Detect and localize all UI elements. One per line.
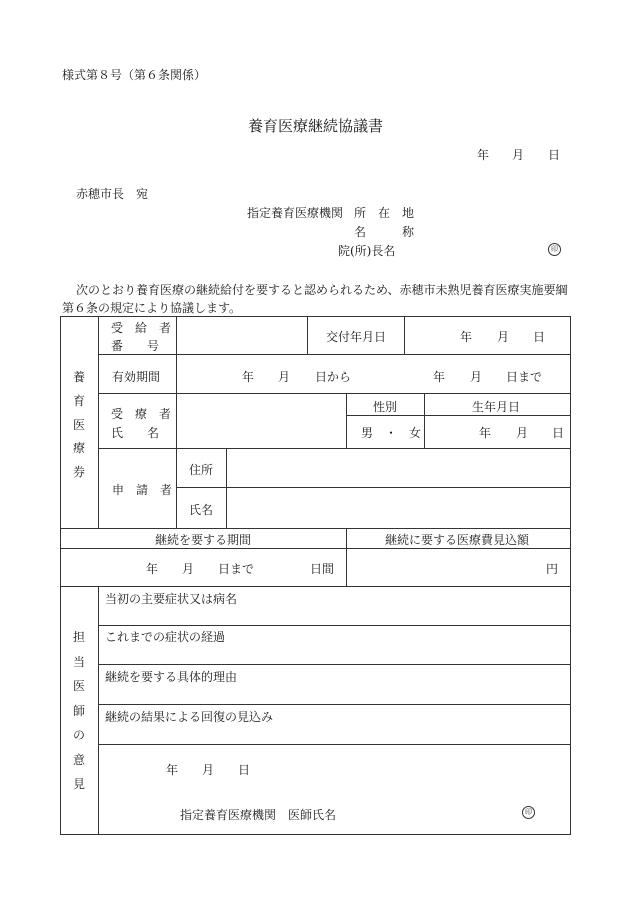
form-number: 様式第８号（第６条関係）: [62, 68, 207, 82]
ticket-side-label: 養 育 医 療 券: [72, 370, 85, 479]
doctor-institution-label: 指定養育医療機関 医師氏名: [180, 808, 337, 822]
applicant-name-label: 氏名: [189, 503, 214, 517]
header-date-month: 月: [512, 148, 525, 162]
valid-from-year: 年: [242, 370, 255, 384]
patient-name-label-line2: 氏 名: [111, 426, 160, 440]
recipient-number-label-line1: 受 給 者: [111, 321, 172, 335]
seal-mark: 印: [548, 243, 561, 256]
issue-date-year: 年: [460, 330, 473, 344]
valid-to-month: 月: [470, 370, 483, 384]
continuation-cost-label: 継続に要する医療費見込額: [385, 533, 530, 547]
recipient-number-label-line2: 番 号: [111, 339, 160, 353]
institution-label: 指定養育医療機関: [247, 206, 344, 220]
doctor-date-year: 年: [166, 763, 179, 777]
intro-text-line2: 第６条の規定により協議します。: [62, 301, 242, 315]
intro-text-line1: 次のとおり養育医療の継続給付を要すると認められるため、赤穂市未熟児養育医療実施要綱: [76, 283, 568, 297]
valid-to-year: 年: [433, 370, 446, 384]
institution-location-label: 所 在 地: [354, 206, 415, 220]
applicant-address-label: 住所: [189, 463, 214, 477]
applicant-label: 申 請 者: [112, 483, 173, 497]
birth-date-year: 年: [479, 426, 492, 440]
continuation-period-month: 月: [182, 562, 195, 576]
prospect-label: 継続の結果による回復の見込み: [105, 710, 274, 724]
header-date-year: 年: [477, 148, 490, 162]
continuation-period-until: 日まで: [218, 562, 255, 576]
doctor-date-month: 月: [202, 763, 215, 777]
sex-value[interactable]: 男 ・ 女: [361, 426, 422, 440]
birth-date-label: 生年月日: [472, 400, 521, 414]
continuation-period-label: 継続を要する期間: [155, 533, 252, 547]
valid-from-month: 月: [278, 370, 291, 384]
header-date-day: 日: [548, 148, 561, 162]
doctor-opinion-side-label: 担 当 医 師 の 意 見: [72, 630, 85, 791]
doctor-seal-mark: 印: [522, 806, 535, 819]
continuation-cost-unit: 円: [546, 562, 559, 576]
addressee: 赤穂市長 宛: [76, 187, 149, 201]
issue-date-day: 日: [533, 330, 546, 344]
patient-name-label-line1: 受 療 者: [111, 407, 172, 421]
institution-name-label: 名 称: [354, 225, 415, 239]
reason-label: 継続を要する具体的理由: [105, 670, 238, 684]
valid-to-day: 日まで: [506, 370, 543, 384]
birth-date-month: 月: [516, 426, 529, 440]
continuation-period-days: 日間: [310, 562, 335, 576]
birth-date-day: 日: [552, 426, 565, 440]
valid-from-day: 日から: [315, 370, 352, 384]
valid-period-label: 有効期間: [112, 370, 161, 384]
issue-date-month: 月: [497, 330, 510, 344]
institution-head-label: 院(所)長名: [338, 244, 396, 258]
progress-label: これまでの症状の経過: [105, 630, 226, 644]
continuation-period-year: 年: [146, 562, 159, 576]
issue-date-label: 交付年月日: [326, 330, 387, 344]
initial-symptoms-label: 当初の主要症状又は病名: [105, 592, 238, 606]
doctor-date-day: 日: [238, 763, 251, 777]
page-title: 養育医療継続協議書: [248, 117, 384, 135]
sex-label: 性別: [373, 400, 398, 414]
